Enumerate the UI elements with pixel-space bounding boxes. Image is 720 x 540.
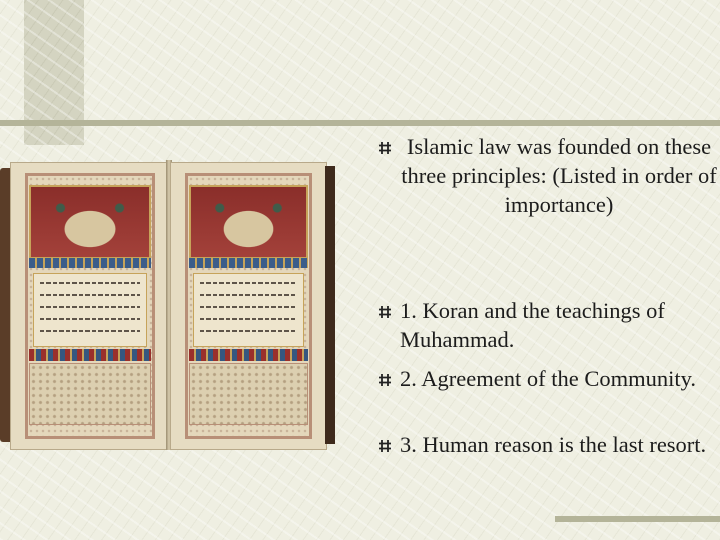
bullet-text: 3. Human reason is the last resort. <box>400 432 707 457</box>
bullet-item <box>378 364 718 393</box>
bullet-text: 2. Agreement of the Community. <box>400 366 696 391</box>
manuscript-page-right <box>170 162 327 450</box>
top-rule <box>0 120 720 126</box>
bottom-rule <box>555 516 720 522</box>
hash-bullet-icon <box>378 141 392 155</box>
manuscript-image <box>0 160 335 450</box>
manuscript-page-left <box>10 162 170 450</box>
bullet-item <box>378 132 718 219</box>
bullet-item <box>378 430 718 459</box>
hash-bullet-icon <box>378 439 392 453</box>
manuscript-text-block <box>33 273 147 347</box>
manuscript-text-block <box>193 273 304 347</box>
illumination-headpiece <box>189 185 308 259</box>
bullet-item <box>378 296 718 354</box>
hash-bullet-icon <box>378 305 392 319</box>
illumination-headpiece <box>29 185 151 259</box>
hash-bullet-icon <box>378 373 392 387</box>
bullet-text: Islamic law was founded on these three principles: (Listed in order of importance) <box>401 134 717 217</box>
bullet-text: 1. Koran and the teachings of Muhammad. <box>400 298 665 352</box>
